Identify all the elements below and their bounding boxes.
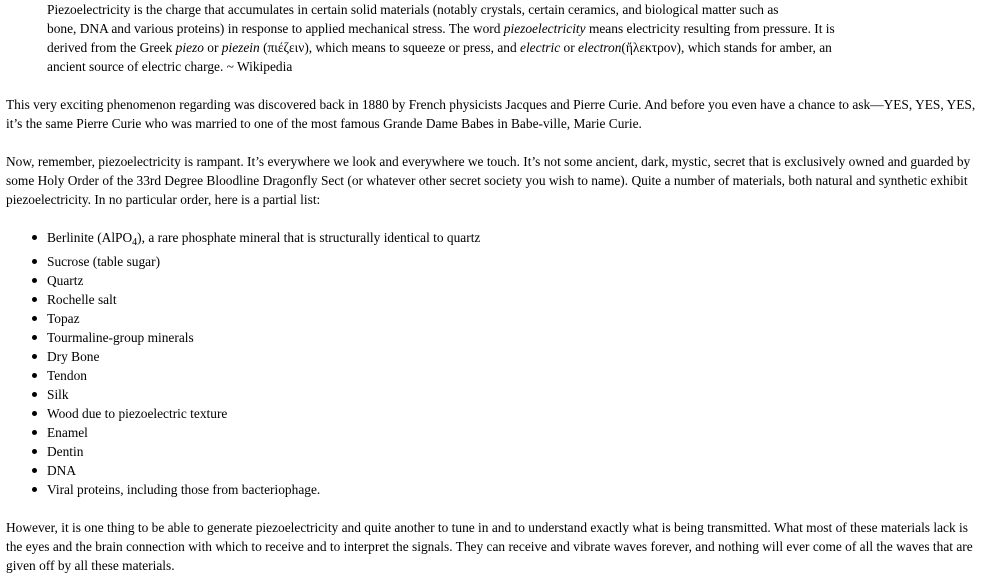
list-item-text: Enamel	[47, 425, 88, 440]
bullet-icon	[32, 316, 37, 321]
list-item	[0, 423, 600, 442]
bullet-icon	[32, 335, 37, 340]
wikipedia-quote	[47, 0, 967, 76]
bullet-icon	[32, 430, 37, 435]
list-item	[0, 347, 600, 366]
bullet-icon	[32, 297, 37, 302]
quote-text: or	[560, 40, 579, 55]
list-item	[0, 442, 600, 461]
list-item	[0, 271, 600, 290]
list-item	[0, 328, 600, 347]
bullet-icon	[32, 373, 37, 378]
bullet-icon	[32, 235, 37, 240]
quote-italic-term: piezein	[221, 40, 260, 55]
list-item-text: Wood due to piezoelectric texture	[47, 406, 228, 421]
materials-list	[0, 228, 600, 499]
quote-text: bone, DNA and various proteins) in response to applied mechanical stress. The word	[47, 21, 504, 36]
list-item-text: Quartz	[47, 273, 84, 288]
bullet-icon	[32, 278, 37, 283]
list-item-text: ), a rare phosphate mineral that is structurally identical to quartz	[137, 230, 481, 245]
quote-text: (πιέζειν), which means to squeeze or press, and	[259, 40, 521, 55]
quote-text: (ἤλεκτρον), which stands for amber, an	[621, 40, 832, 55]
list-item-text: Sucrose (table sugar)	[47, 254, 161, 269]
bullet-icon	[32, 259, 37, 264]
list-item-subscript: 4	[132, 237, 138, 248]
paragraph-rampant: Now, remember, piezoelectricity is rampant. It’s everywhere we look and everywhere we touch. It’s not some ancient, dark, mystic, secret that is exclusively owned and guarded by some Holy Order of the 33rd Degree Bloodline Dragonfly Sect (or whatever other secret society you wish to name). Quite a number of materials, both natural and synthetic exhibit piezoelectricity. In no particular order, here is a partial list:	[6, 154, 971, 207]
quote-italic-term: piezoelectricity	[503, 21, 586, 36]
paragraph-curie-discovery: This very exciting phenomenon regarding was discovered back in 1880 by French physicists Jacques and Pierre Curie. And before you even have a chance to ask—YES, YES, YES, it’s the same Pierre Curie who was married to one of the most famous Grande Dame Babes in Babe-ville, Marie Curie.	[6, 97, 976, 131]
bullet-icon	[32, 468, 37, 473]
quote-text: means electricity resulting from pressure. It is	[585, 21, 835, 36]
quote-text: ancient source of electric charge. ~ Wikipedia	[47, 59, 293, 74]
list-item-text: Tendon	[47, 368, 87, 383]
bullet-icon	[32, 449, 37, 454]
list-item	[0, 290, 600, 309]
list-item	[0, 309, 600, 328]
bullet-icon	[32, 354, 37, 359]
list-item-text: Berlinite (AlPO	[47, 230, 133, 245]
list-item-text: Viral proteins, including those from bacteriophage.	[47, 482, 321, 497]
quote-text: derived from the Greek	[47, 40, 176, 55]
quote-text: or	[203, 40, 222, 55]
paragraph-conclusion: However, it is one thing to be able to generate piezoelectricity and quite another to tune in and to understand exactly what is being transmitted. What most of these materials lack is the eyes and the brain connection with which to receive and to interpret the signals. They can receive and vibrate waves forever, and nothing will ever come of all the waves that are given off by all these materials.	[6, 520, 973, 573]
quote-text: Piezoelectricity is the charge that accumulates in certain solid materials (notably crystals, certain ceramics, and biological matter such as	[47, 2, 779, 17]
bullet-icon	[32, 392, 37, 397]
list-item-text: Rochelle salt	[47, 292, 117, 307]
list-item	[0, 385, 600, 404]
list-item-text: Dentin	[47, 444, 84, 459]
bullet-icon	[32, 411, 37, 416]
list-item	[0, 228, 600, 252]
quote-italic-term: electric	[520, 40, 561, 55]
list-item-text: Tourmaline-group minerals	[47, 330, 194, 345]
list-item	[0, 404, 600, 423]
list-item	[0, 252, 600, 271]
list-item-text: Topaz	[47, 311, 80, 326]
list-item	[0, 366, 600, 385]
quote-italic-term: piezo	[175, 40, 204, 55]
quote-italic-term: electron	[578, 40, 622, 55]
list-item	[0, 480, 600, 499]
list-item-text: Dry Bone	[47, 349, 100, 364]
list-item-text: Silk	[47, 387, 69, 402]
bullet-icon	[32, 487, 37, 492]
list-item-text: DNA	[47, 463, 77, 478]
list-item	[0, 461, 600, 480]
